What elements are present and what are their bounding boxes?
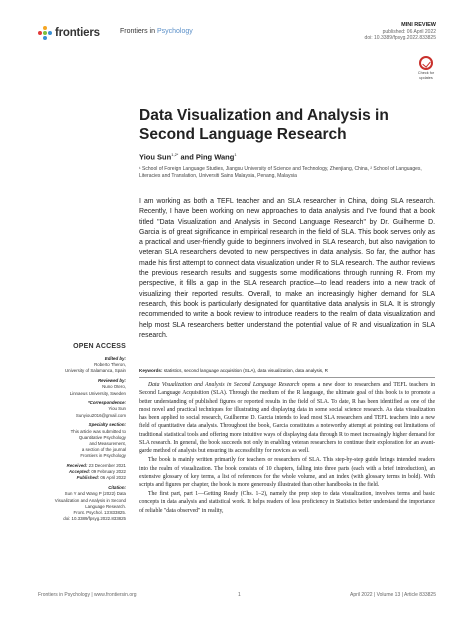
keywords-text: statistics, second language acquisition (SLA), data visualization, data analysis, R bbox=[163, 368, 328, 373]
reviewer-affil: Linnaeus University, Sweden bbox=[69, 390, 126, 396]
doi-link[interactable]: doi: 10.3389/fpsyg.2022.833825 bbox=[364, 35, 436, 41]
author-affil-mark: 1,2* bbox=[171, 152, 179, 157]
editor-name[interactable]: Roberto Theron, bbox=[94, 362, 126, 368]
author-list bbox=[139, 152, 237, 162]
article-sidebar bbox=[38, 356, 126, 526]
keywords bbox=[139, 368, 435, 373]
journal-prefix: Frontiers in bbox=[120, 28, 156, 35]
footer-journal-link[interactable]: Frontiers in Psychology | www.frontiersin.org bbox=[38, 592, 137, 598]
citation-line: Front. Psychol. 13:833825. bbox=[73, 509, 126, 515]
accepted-label: Accepted: bbox=[68, 469, 91, 475]
specialty-line: This article was submitted to bbox=[70, 428, 126, 434]
specialty-label: Specialty section: bbox=[88, 422, 126, 428]
edited-by-label: Edited by: bbox=[104, 356, 126, 361]
correspondence bbox=[38, 400, 126, 419]
author-name[interactable]: Yiou Sun bbox=[139, 152, 172, 162]
edited-by bbox=[38, 356, 126, 375]
paragraph-text: opens a new door to researchers and TEFL teachers in Second Language Acquisition (SLA). Through the medium of the R language, the ultimate goal of this book is to promote a better understanding of published figures or reported results in the field of SLA. To date, R has been identified as one of the most novel and practical techniques for illustrating and displaying data in some social science research. As data visualization has been applied to social research, Guilherme D. Garcia intends to lead most SLA researchers and TEFL teachers into a new field of quantitative data analysis. Throughout the book, Garcia constitutes a noteworthy attempt at pointing out limitations of traditional statistical tools and offering more intuitive ways of displaying data through R to meet increasingly higher demand for SLA research. In general, the book succeeds not only in enabling veteran researchers to continue their exploration for an avant-garde method of analysis but ensuring its accessibility for novices as well. bbox=[139, 382, 435, 455]
reviewed-by-label: Reviewed by: bbox=[97, 378, 126, 384]
published-date-side bbox=[38, 475, 126, 481]
specialty-line: Quantitative Psychology bbox=[78, 434, 126, 440]
published-label: Published: bbox=[76, 475, 100, 481]
author-sep: and bbox=[178, 152, 196, 162]
published-date: published: 06 April 2022 bbox=[382, 28, 436, 35]
paragraph: The first part, part 1—Getting Ready (Chs. 1–2), namely the prep step to data visualization, involves terms and basic concepts in data analysis and statistical work. It helps readers of less proficiency in Statistics better understand the importance of reliable "data observed" in reality, bbox=[139, 491, 435, 514]
citation-line: Visualization and Analysis in Second bbox=[54, 497, 126, 503]
check-updates-icon bbox=[419, 56, 433, 70]
article-title: Data Visualization and Analysis in Second Language Research bbox=[139, 107, 389, 143]
divider bbox=[139, 377, 435, 378]
citation-line: Sun Y and Wang P (2022) Data bbox=[64, 491, 126, 497]
citation-label: Citation: bbox=[108, 485, 126, 491]
article-type: MINI REVIEW bbox=[401, 22, 436, 28]
editor-affil: University of Salamanca, Spain bbox=[64, 368, 126, 374]
check-for-updates-button[interactable] bbox=[416, 56, 436, 80]
frontiers-logo-icon bbox=[38, 26, 52, 40]
frontiers-logo[interactable] bbox=[38, 26, 100, 40]
open-access-badge: OPEN ACCESS bbox=[73, 343, 126, 350]
published-value: 06 April 2022 bbox=[100, 475, 126, 481]
correspondence-label: *Correspondence: bbox=[87, 400, 126, 406]
specialty-line: Frontiers in Psychology bbox=[80, 453, 126, 459]
logo-text: frontiers bbox=[55, 27, 100, 39]
body-text bbox=[139, 381, 435, 516]
correspondent-email[interactable]: Sunyiou2016@gmail.com bbox=[75, 412, 126, 418]
page-header bbox=[38, 22, 436, 48]
specialty-section bbox=[38, 422, 126, 459]
page-number: 1 bbox=[238, 592, 241, 598]
accepted-value: 09 February 2022 bbox=[91, 469, 126, 475]
dates bbox=[38, 463, 126, 482]
book-title: Data Visualization and Analysis in Second Language Research bbox=[148, 382, 300, 388]
citation-doi[interactable]: doi: 10.3389/fpsyg.2022.833825 bbox=[63, 516, 126, 522]
footer-issue: April 2022 | Volume 13 | Article 833825 bbox=[350, 592, 436, 598]
paragraph: The book is mainly written primarily for teachers or researchers of SLA. This step-by-step guide brings intended readers into the realm of visualization. The book consists of 10 chapters, falling into three parts (each with a brief introduction), an extensive glossary of key terms, a list of references for the whole volume, and an index (with glossary terms in bold). With scripts and figures per chapter, the book is more generously illustrated than other handbooks in the field. bbox=[139, 457, 435, 489]
journal-title: Psychology bbox=[156, 28, 193, 35]
citation bbox=[38, 485, 126, 522]
affiliations: ¹ School of Foreign Language Studies, Jiangsu University of Science and Technology, Zhenjiang, China, ² School of Languages, Literacies and Translation, Universiti Sains Malaysia, Penang, Malaysia bbox=[139, 166, 422, 180]
correspondent-name: Yiou Sun bbox=[108, 406, 126, 412]
journal-name[interactable] bbox=[120, 28, 193, 35]
keywords-label: Keywords: bbox=[139, 368, 163, 373]
received-value: 23 December 2021 bbox=[88, 463, 126, 469]
author-affil-mark: 1 bbox=[234, 152, 237, 157]
author-name[interactable]: Ping Wang bbox=[195, 152, 235, 162]
specialty-line: and Measurement, bbox=[89, 440, 126, 446]
citation-line: Language Research. bbox=[85, 503, 126, 509]
specialty-line: a section of the journal bbox=[81, 447, 126, 453]
article-meta bbox=[365, 22, 436, 42]
paragraph bbox=[139, 381, 435, 456]
check-updates-label: Check for updates bbox=[417, 71, 435, 80]
reviewed-by bbox=[38, 378, 126, 397]
received-label: Received: bbox=[66, 463, 88, 469]
reviewer-name[interactable]: Nuno Otero, bbox=[102, 384, 126, 390]
abstract: I am working as both a TEFL teacher and an SLA researcher in China, doing SLA research. Recently, I have been working on new approaches to data analysis and I've found that a book titled "Data Visualization and Analysis in Second Language Research" by Dr. Guilherme D. Garcia is of great significance in empirical research in the field of SLA. This book serves only as a practical and user-friendly guide to beginners involved in SLA research, but also navigation to veteran SLA researchers devoted to new perspectives in data analysis. So far, the author has made his first attempt to connect data visualization under R to SLA research. The author reviews the previous research results and suggests some modifications through running R. From my perspective, it fills a gap in the SLA research practice—to lead readers into a new track of visualizing their reported results. Overall, to make an increasingly higher demand for SLA research, this book is particularly designated for quantitative data analysis in SLA. It is strongly recommended to write a book review to introduce readers to the realm of data visualization and help most SLA researchers better understand the potential value of R and visualization in SLA research. bbox=[139, 198, 435, 339]
